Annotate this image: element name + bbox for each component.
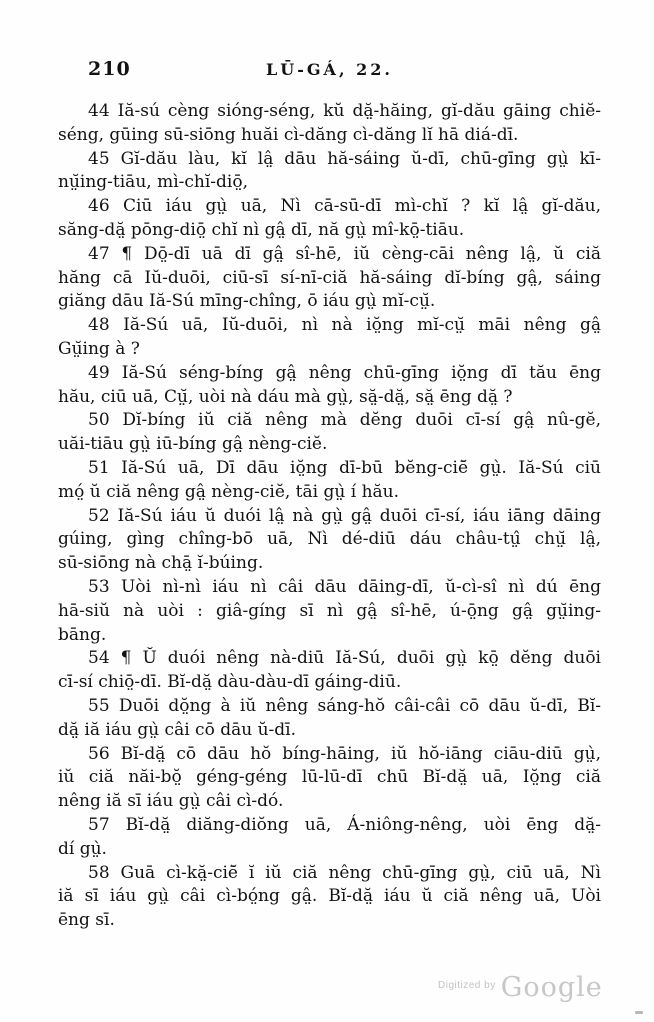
verse-line: hău, ciū uā, Cṳ̆, uòi nà dáu mà gṳ̀, să̤-dă̤, să̤ ēng dă̤ ? [58,386,513,407]
verse-line: 50 Dĭ-bíng iŭ ciă nêng mà dĕng duōi cī-sí gâ̤ nû-gĕ, [88,410,601,431]
watermark [438,972,603,1012]
verse-line: gúing, gìng chîng-bō uā, Nì dé-diū dáu châu-tṳ̂ chṳ̆ lâ̤, [58,529,601,550]
verse-line: séng, gūing sū-siōng huăi cì-dăng cì-dăng lĭ hā diá-dī. [58,124,519,145]
verse-line: cī-sí chiō̤-dī. Bĭ-dă̤ dàu-dàu-dī gáing-diū. [58,672,402,693]
verse-55 [58,695,601,743]
watermark-prefix: Digitized by [438,980,496,991]
verse-line: 45 Gĭ-dău làu, kĭ lâ̤ dāu hă-sáing ŭ-dī, chū-gīng gṳ̀ kī- [88,148,601,169]
verse-49 [58,362,601,410]
verse-51 [58,457,601,505]
verse-line: mó̤ ŭ ciă nêng gâ̤ nèng-ciĕ, tāi gṳ̀ í hău. [58,481,400,502]
running-title: LŪ-GÁ, 22. [266,60,393,79]
verse-line: 52 Iă-Sú iáu ŭ duói lâ̤ nà gṳ̀ gâ̤ duōi cī-sí, iáu iāng dāing [88,505,601,526]
verse-line: 46 Ciū iáu gṳ̀ uā, Nì cā-sū-dī mì-chĭ ? kĭ lâ̤ gĭ-dău, [88,196,601,217]
verse-46 [58,195,601,243]
verse-line: săng-dă̤ pōng-diō̤ chĭ nì gâ̤ dī, nă gṳ̀ mî-kō̤-tiāu. [58,219,465,240]
verse-50 [58,409,601,457]
verse-line: ēng sī. [58,910,115,931]
verse-58 [58,862,601,933]
verse-line: 51 Iă-Sú uā, Dī dāu iŏ̤ng dī-bū bĕng-ciē̆ gṳ̀. Iă-Sú ciū [88,457,601,478]
verse-52 [58,505,601,576]
verse-line: 56 Bĭ-dă̤ cō dāu hŏ bíng-hāing, iŭ hŏ-iāng ciāu-diū gṳ̀, [88,743,601,764]
page-number: 210 [88,58,131,80]
verse-line: 55 Duōi dŏ̤ng à iŭ nêng sáng-hŏ câi-câi cō dāu ŭ-dī, Bĭ- [88,695,601,716]
verse-line: giăng dāu Iă-Sú mīng-chîng, ō iáu gṳ̀ mĭ-cṳ̆. [58,291,436,312]
verse-line: iă sī iáu gṳ̀ câi cì-bó̤ng gâ̤. Bĭ-dă̤ iáu ŭ ciă nêng uā, Uòi [58,886,601,907]
verse-line: 49 Iă-Sú séng-bíng gâ̤ nêng chū-gīng iŏ̤ng dī tău ēng [88,362,601,383]
verse-line: 44 Iă-sú cèng sióng-séng, kŭ dă̤-hăing, gĭ-dău gāing chiĕ- [88,101,601,121]
verse-line: bāng. [58,624,107,645]
verse-line: uăi-tiāu gṳ̀ iū-bíng gâ̤ nèng-ciĕ. [58,434,328,455]
scan-artifact-speck [635,1011,643,1014]
verse-line: Gṳ̆ing à ? [58,338,140,359]
verse-56 [58,743,601,814]
page-header [58,58,601,82]
verse-line: nṳ̆ing-tiāu, mì-chĭ-diō̤, [58,172,248,193]
verse-line: hăng cā Iŭ-duōi, ciū-sī sí-nī-ciă hă-sáing dĭ-bíng gâ̤, sáing [58,267,601,288]
verse-line: 53 Uòi nì-nì iáu nì câi dāu dāing-dī, ŭ-cì-sî nì dú ēng [88,576,601,597]
verse-54 [58,647,601,695]
verse-45 [58,148,601,196]
verse-line: 48 Iă-Sú uā, Iŭ-duōi, nì nà iŏ̤ng mĭ-cṳ̆ māi nêng gâ̤ [88,315,601,336]
verse-line: iŭ ciă năi-bŏ̤ géng-géng lū-lū-dī chū Bĭ-dă̤ uā, Iŏ̤ng ciă [58,767,601,788]
verse-line: sū-siōng nà chā̤ ĭ-búing. [58,553,264,574]
verse-line: nêng iă sī iáu gṳ̀ câi cì-dó. [58,791,284,812]
verse-48 [58,314,601,362]
google-logo: Google [500,972,603,1003]
verse-line: dă̤ iă iáu gṳ̀ câi cō dāu ŭ-dī. [58,719,296,740]
verse-53 [58,576,601,647]
verse-57 [58,814,601,862]
text-block [58,100,601,933]
verse-47 [58,243,601,314]
verse-44 [58,100,601,148]
verse-line: 57 Bĭ-dă̤ diăng-diŏng uā, Á-niông-nêng, uòi ēng dă̤- [88,814,601,835]
verse-line: dí gṳ̀. [58,838,107,859]
verse-line: 47 ¶ Dō̤-dī uā dī gâ̤ sî-hē, iŭ cèng-cāi nêng lâ̤, ŭ ciă [88,243,601,264]
verse-line: hā-siŭ nà uòi : giâ-gíng sī nì gâ̤ sî-hē, ú-ō̤ng gâ̤ gṳ̆ing- [58,600,601,621]
verse-line: 54 ¶ Ŭ duói nêng nà-diū Iă-Sú, duōi gṳ̀ kō̤ dĕng duōi [88,648,601,669]
verse-line: 58 Guā cì-kă̤-ciē̆ ĭ iŭ ciă nêng chū-gīng gṳ̀, ciū uā, Nì [88,862,601,883]
